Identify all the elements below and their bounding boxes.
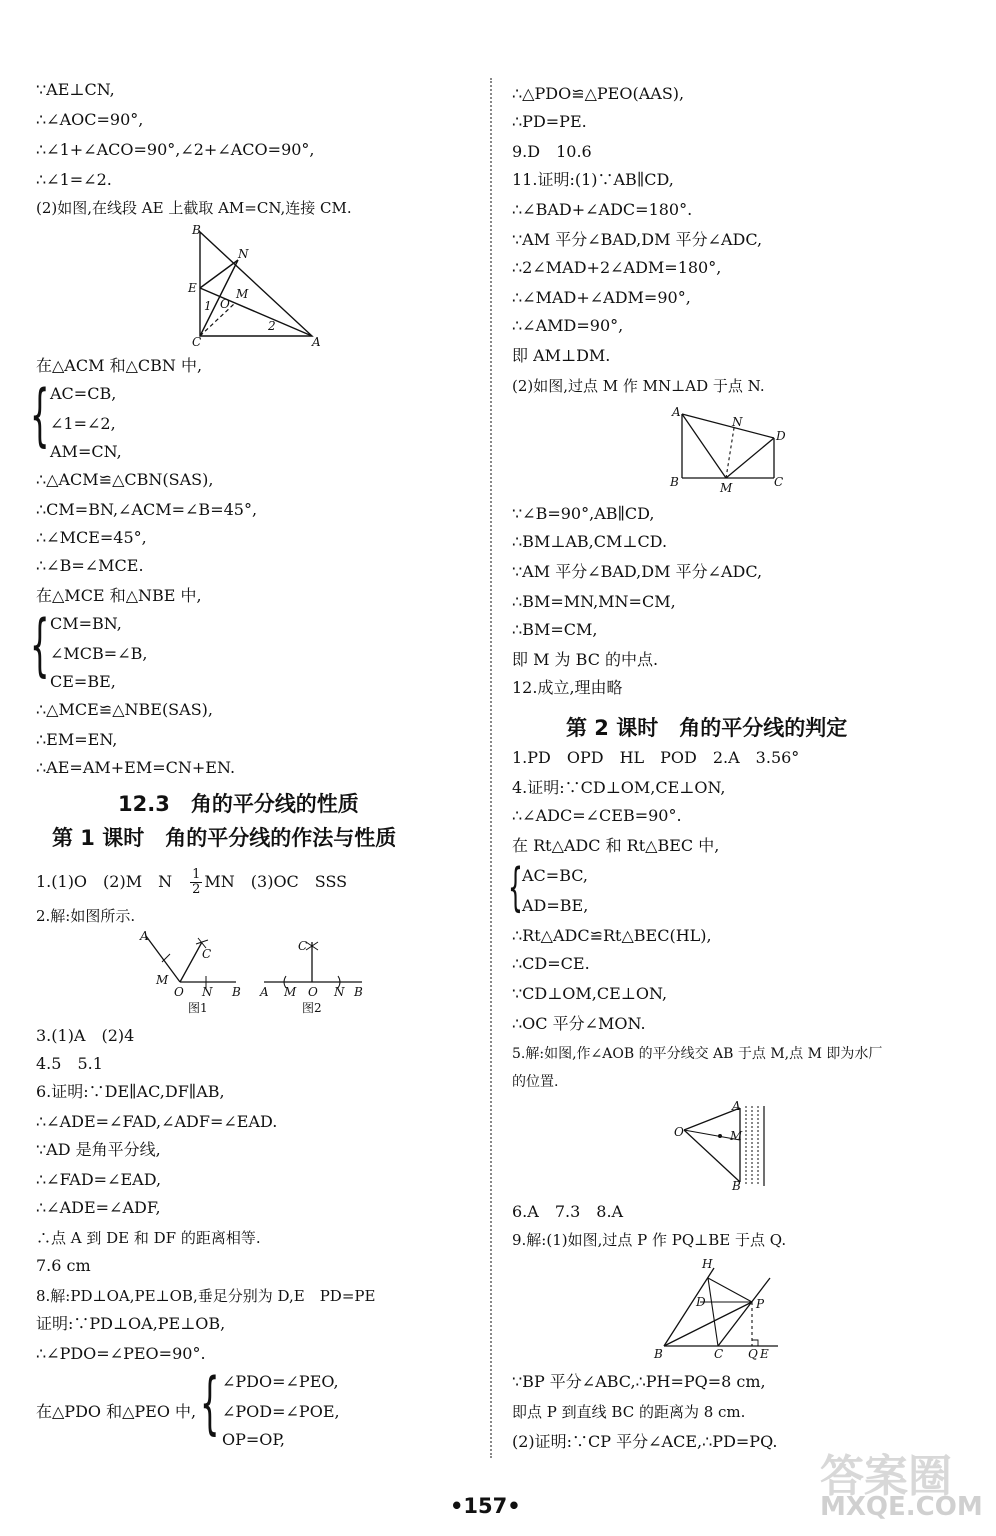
svg-text:2: 2 — [268, 319, 276, 333]
page-number: •157• — [450, 1494, 521, 1518]
fraction: $\frac{1}{2}$ — [192, 867, 201, 897]
text-line: ∴∠ADC=∠CEB=90°. — [512, 806, 682, 825]
svg-text:M: M — [730, 1129, 743, 1143]
text-line: ∴PD=PE. — [512, 112, 587, 131]
text-line: ∠PDO=∠PEO, — [222, 1372, 339, 1391]
column-divider — [490, 78, 492, 1458]
text-line: ∴OC 平分∠MON. — [512, 1014, 646, 1033]
brace: { — [200, 1364, 220, 1443]
text-line: 在△MCE 和△NBE 中, — [36, 586, 202, 605]
figure-trapezoid — [666, 404, 796, 492]
svg-text:N: N — [202, 985, 213, 999]
text-line: 证明:∵PD⊥OA,PE⊥OB, — [36, 1314, 226, 1333]
text-line: AD=BE, — [522, 896, 589, 915]
svg-text:C: C — [298, 939, 308, 953]
text-line: ∴∠1=∠2. — [36, 170, 112, 189]
text-line: AC=CB, — [50, 384, 117, 403]
text-line: 的位置. — [512, 1074, 559, 1090]
text-line: ∵AE⊥CN, — [36, 80, 115, 99]
svg-text:H: H — [702, 1257, 713, 1271]
text-line: CE=BE, — [50, 672, 116, 691]
svg-text:A: A — [260, 985, 269, 999]
text-line: 7.6 cm — [36, 1256, 91, 1275]
text-line: 3.(1)A (2)4 — [36, 1026, 135, 1045]
text-line: ∴BM⊥AB,CM⊥CD. — [512, 532, 668, 551]
text-line: ∴∠1+∠ACO=90°,∠2+∠ACO=90°, — [36, 140, 315, 159]
text-line: ∵BP 平分∠ABC,∴PH=PQ=8 cm, — [512, 1372, 766, 1391]
text-line: ∴∠ADE=∠ADF, — [36, 1198, 161, 1217]
svg-text:B: B — [354, 985, 363, 999]
text-line: ∴∠MCE=45°, — [36, 528, 147, 547]
watermark-logo: 答案圈 — [820, 1451, 952, 1502]
watermark-url: MXQE.COM — [820, 1492, 983, 1522]
text-line: ∴∠BAD+∠ADC=180°. — [512, 200, 693, 219]
text-line: 8.解:PD⊥OA,PE⊥OB,垂足分别为 D,E PD=PE — [36, 1287, 376, 1305]
text-line: 6.A 7.3 8.A — [512, 1202, 624, 1221]
text-line: ∴△MCE≌△NBE(SAS), — [36, 700, 213, 719]
text-line: ∴∠MAD+∠ADM=90°, — [512, 288, 691, 307]
fig1-caption: 图1 — [188, 1001, 208, 1015]
svg-text:1: 1 — [204, 299, 212, 313]
text-line: (2)如图,在线段 AE 上截取 AM=CN,连接 CM. — [36, 199, 352, 217]
text-line: ∴CM=BN,∠ACM=∠B=45°, — [36, 500, 258, 519]
svg-text:B: B — [654, 1347, 663, 1361]
svg-text:O: O — [174, 985, 184, 999]
fig2-caption: 图2 — [302, 1001, 322, 1015]
svg-text:C: C — [202, 947, 212, 961]
svg-text:M: M — [284, 985, 297, 999]
svg-text:A: A — [312, 335, 321, 348]
text-line: ∴BM=CM, — [512, 620, 598, 639]
text-line: 9.解:(1)如图,过点 P 作 PQ⊥BE 于点 Q. — [512, 1231, 787, 1249]
text-line: ∴∠B=∠MCE. — [36, 556, 144, 575]
svg-text:B: B — [232, 985, 241, 999]
text-line: ∠1=∠2, — [50, 414, 116, 433]
svg-text:M: M — [720, 481, 733, 492]
figure-water-plant — [672, 1100, 778, 1192]
text-line: (2)证明:∵CP 平分∠ACE,∴PD=PQ. — [512, 1432, 778, 1451]
text-line: 即点 P 到直线 BC 的距离为 8 cm. — [512, 1403, 746, 1421]
text-line: 4.5 5.1 — [36, 1054, 103, 1073]
svg-text:E: E — [760, 1347, 769, 1361]
text-line: ∴点 A 到 DE 和 DF 的距离相等. — [36, 1229, 261, 1247]
svg-text:C: C — [714, 1347, 724, 1361]
svg-text:Q: Q — [748, 1347, 758, 1361]
svg-text:C: C — [774, 475, 784, 489]
text-line: ∠MCB=∠B, — [50, 644, 148, 663]
text-line: ∴△PDO≌△PEO(AAS), — [512, 84, 685, 103]
svg-text:O: O — [674, 1125, 684, 1139]
svg-text:B: B — [192, 223, 201, 237]
lesson-title: 第 2 课时 角的平分线的判定 — [566, 716, 848, 740]
svg-text:A: A — [732, 1100, 741, 1113]
figure-angle-bisector — [136, 928, 372, 1020]
text-line: 即 M 为 BC 的中点. — [512, 650, 659, 669]
text-line: 即 AM⊥DM. — [512, 346, 611, 365]
svg-text:E: E — [188, 281, 197, 295]
text-line: ∵AD 是角平分线, — [36, 1140, 161, 1159]
text-line: 在△ACM 和△CBN 中, — [36, 356, 203, 375]
svg-text:O: O — [220, 297, 230, 311]
text-line: 9.D 10.6 — [512, 142, 592, 161]
text-line: 12.成立,理由略 — [512, 678, 623, 697]
lesson-title: 第 1 课时 角的平分线的作法与性质 — [52, 826, 397, 850]
text-line: ∴CD=CE. — [512, 954, 590, 973]
text-line: ∵CD⊥OM,CE⊥ON, — [512, 984, 668, 1003]
text-line: CM=BN, — [50, 614, 122, 633]
text-line: ∴2∠MAD+2∠ADM=180°, — [512, 258, 722, 277]
text-line: AC=BC, — [522, 866, 589, 885]
text-line: ∴AE=AM+EM=CN+EN. — [36, 758, 236, 777]
text-line: ∴∠AOC=90°, — [36, 110, 144, 129]
svg-text:N: N — [238, 247, 249, 261]
text-line: 11.证明:(1)∵AB∥CD, — [512, 170, 674, 189]
svg-text:A: A — [672, 405, 681, 419]
brace: { — [508, 858, 523, 918]
svg-text:M: M — [236, 287, 249, 301]
svg-text:B: B — [670, 475, 679, 489]
text-line: 2.解:如图所示. — [36, 907, 136, 925]
text-line: OP=OP, — [222, 1430, 286, 1449]
svg-text:N: N — [732, 415, 743, 429]
brace: { — [30, 376, 50, 455]
brace: { — [30, 606, 50, 685]
text-line: ∴∠ADE=∠FAD,∠ADF=∠EAD. — [36, 1112, 278, 1131]
text-line: ∵AM 平分∠BAD,DM 平分∠ADC, — [512, 562, 763, 581]
text-line: ∴Rt△ADC≌Rt△BEC(HL), — [512, 926, 712, 945]
svg-text:N: N — [334, 985, 345, 999]
text-line: (2)如图,过点 M 作 MN⊥AD 于点 N. — [512, 377, 765, 395]
svg-text:C: C — [192, 335, 202, 348]
text-line: ∴∠FAD=∠EAD, — [36, 1170, 162, 1189]
text-line: 在 Rt△ADC 和 Rt△BEC 中, — [512, 836, 720, 855]
text-line: ∴△ACM≌△CBN(SAS), — [36, 470, 214, 489]
text-line: 6.证明:∵DE∥AC,DF∥AB, — [36, 1082, 225, 1101]
text-line: ∴BM=MN,MN=CM, — [512, 592, 676, 611]
text-line: 在△PDO 和△PEO 中, — [36, 1402, 197, 1421]
text-line: ∴EM=EN, — [36, 730, 118, 749]
text-line: ∴∠PDO=∠PEO=90°. — [36, 1344, 206, 1363]
text-line: 4.证明:∵CD⊥OM,CE⊥ON, — [512, 778, 726, 797]
text-line: ∵∠B=90°,AB∥CD, — [512, 504, 655, 523]
svg-text:O: O — [308, 985, 318, 999]
svg-text:D: D — [776, 429, 786, 443]
svg-text:P: P — [756, 1297, 765, 1311]
text-line: AM=CN, — [50, 442, 122, 461]
svg-text:D: D — [696, 1295, 706, 1309]
text-line: ∠POD=∠POE, — [222, 1402, 340, 1421]
text-line: ∴∠AMD=90°, — [512, 316, 624, 335]
svg-text:M: M — [156, 973, 169, 987]
svg-text:A: A — [140, 929, 149, 943]
svg-text:B: B — [732, 1179, 741, 1192]
text-line: 1.PD OPD HL POD 2.A 3.56° — [512, 748, 800, 767]
figure-bisector-p — [652, 1254, 782, 1362]
section-title: 12.3 角的平分线的性质 — [118, 792, 359, 816]
text-line: 1.(1)O (2)M N $\frac{1}{2}$ MN (3)OC SSS — [36, 867, 348, 897]
text-line: ∵AM 平分∠BAD,DM 平分∠ADC, — [512, 230, 763, 249]
figure-triangle-acb — [182, 222, 332, 348]
text-line: 5.解:如图,作∠AOB 的平分线交 AB 于点 M,点 M 即为水厂 — [512, 1046, 883, 1062]
